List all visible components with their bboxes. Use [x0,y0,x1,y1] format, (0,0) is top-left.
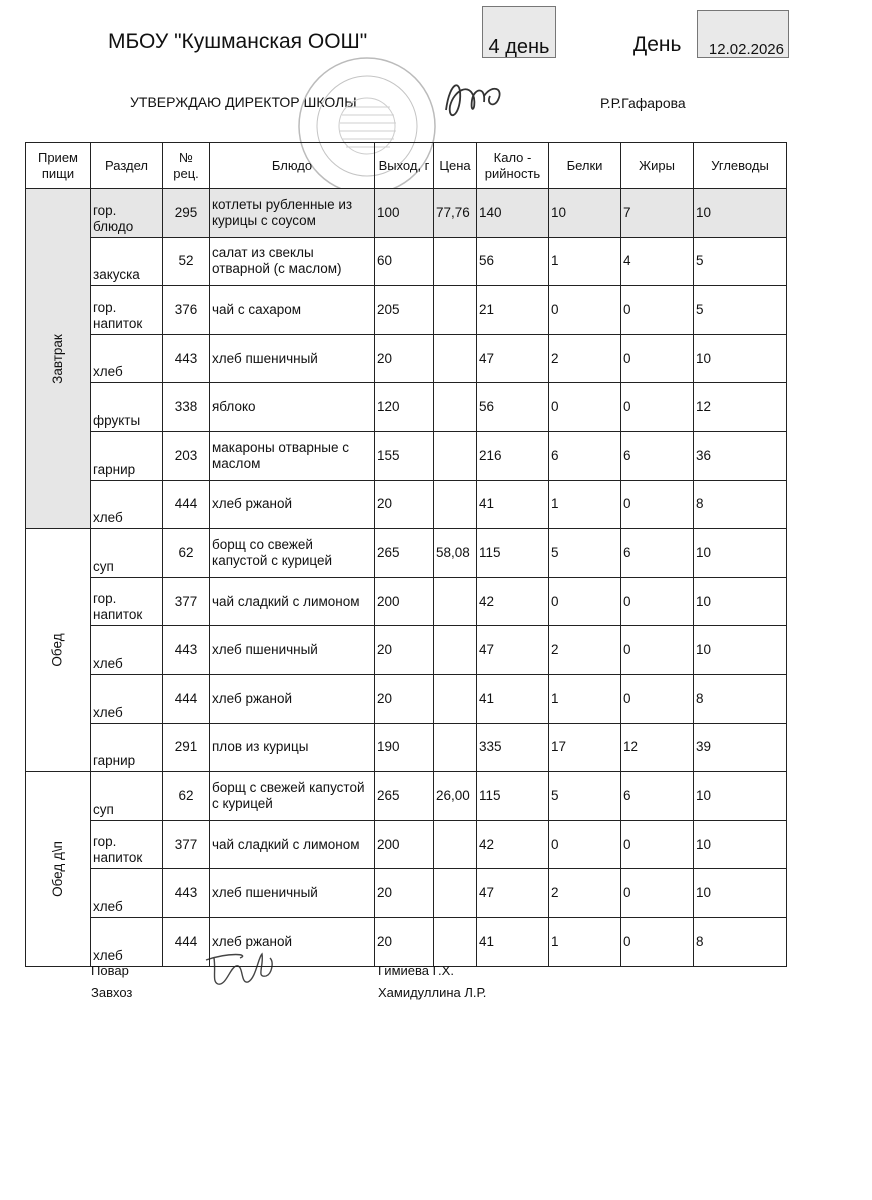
cell-kcal: 41 [477,480,549,529]
cell-protein: 0 [549,383,621,432]
col-price-header: Цена [434,143,477,189]
cell-section: хлеб [91,334,163,383]
cell-protein: 10 [549,189,621,238]
cell-dish: хлеб ржаной [210,917,375,966]
table-row [26,480,787,529]
cell-recipe: 62 [163,529,210,578]
cell-weight: 200 [375,577,434,626]
col-dish-header: Блюдо [210,143,375,189]
cell-recipe: 377 [163,820,210,869]
cell-kcal: 140 [477,189,549,238]
cell-section: хлеб [91,626,163,675]
cell-kcal: 42 [477,820,549,869]
cell-carbs: 8 [694,480,787,529]
cell-weight: 60 [375,237,434,286]
cell-kcal: 21 [477,286,549,335]
cell-price [434,723,477,772]
meal-name: Обед д\п [49,840,65,897]
cell-protein: 1 [549,674,621,723]
cell-price: 58,08 [434,529,477,578]
cell-dish: чай с сахаром [210,286,375,335]
date-box: 12.02.2026 [697,10,789,58]
cell-weight: 265 [375,529,434,578]
cell-fat: 0 [621,917,694,966]
meal-name-cell [26,772,91,966]
director-name: Р.Р.Гафарова [600,95,686,111]
cell-price [434,820,477,869]
cell-weight: 20 [375,869,434,918]
cell-kcal: 216 [477,431,549,480]
cell-carbs: 10 [694,577,787,626]
table-row [26,577,787,626]
cell-kcal: 115 [477,772,549,821]
cell-kcal: 41 [477,917,549,966]
cell-recipe: 291 [163,723,210,772]
cell-carbs: 10 [694,626,787,675]
col-fat-header: Жиры [621,143,694,189]
manager-name: Хамидуллина Л.Р. [378,985,487,1000]
cell-recipe: 377 [163,577,210,626]
cell-fat: 0 [621,869,694,918]
table-row [26,723,787,772]
cell-section: суп [91,772,163,821]
cell-dish: хлеб ржаной [210,480,375,529]
cell-fat: 7 [621,189,694,238]
cell-section: суп [91,529,163,578]
cell-carbs: 10 [694,820,787,869]
cell-section: гарнир [91,723,163,772]
cell-section: гор. блюдо [91,189,163,238]
meal-name-cell [26,189,91,529]
cell-carbs: 10 [694,334,787,383]
meal-name-cell [26,529,91,772]
cell-price [434,431,477,480]
cell-carbs: 5 [694,237,787,286]
cell-protein: 0 [549,577,621,626]
col-carbs-header: Углеводы [694,143,787,189]
cell-carbs: 10 [694,772,787,821]
cell-recipe: 443 [163,869,210,918]
cell-section: гор. напиток [91,577,163,626]
cell-carbs: 10 [694,189,787,238]
meal-name: Завтрак [50,333,65,384]
col-recipe-header: № рец. [163,143,210,189]
cell-price [434,383,477,432]
cell-section: хлеб [91,917,163,966]
cell-carbs: 5 [694,286,787,335]
cell-recipe: 444 [163,917,210,966]
col-kcal-header: Кало - рийность [477,143,549,189]
cell-weight: 20 [375,674,434,723]
cell-dish: хлеб пшеничный [210,869,375,918]
cell-recipe: 338 [163,383,210,432]
cell-recipe: 443 [163,626,210,675]
cell-section: хлеб [91,674,163,723]
cell-kcal: 115 [477,529,549,578]
cell-kcal: 56 [477,383,549,432]
cell-dish: борщ со свежей капустой с курицей [210,529,375,578]
cell-protein: 1 [549,480,621,529]
cell-price [434,917,477,966]
cell-weight: 20 [375,626,434,675]
cell-section: хлеб [91,480,163,529]
cell-section: закуска [91,237,163,286]
cell-protein: 1 [549,917,621,966]
cell-section: фрукты [91,383,163,432]
cell-fat: 0 [621,674,694,723]
cell-price [434,674,477,723]
cell-protein: 5 [549,529,621,578]
cell-dish: чай сладкий с лимоном [210,577,375,626]
cell-weight: 20 [375,480,434,529]
cell-protein: 2 [549,869,621,918]
cell-weight: 20 [375,917,434,966]
cell-price: 26,00 [434,772,477,821]
cell-carbs: 8 [694,917,787,966]
cell-price [434,626,477,675]
cell-dish: борщ с свежей капустой с курицей [210,772,375,821]
cell-protein: 0 [549,286,621,335]
table-row [26,820,787,869]
cell-price [434,480,477,529]
cell-dish: хлеб пшеничный [210,334,375,383]
approval-text: УТВЕРЖДАЮ ДИРЕКТОР ШКОЛЫ [130,94,357,110]
cell-weight: 20 [375,334,434,383]
cell-price: 77,76 [434,189,477,238]
day-label: День [633,33,682,56]
cell-carbs: 39 [694,723,787,772]
table-header-row [26,143,787,189]
table-row [26,869,787,918]
cell-fat: 6 [621,431,694,480]
cell-section: гарнир [91,431,163,480]
cell-fat: 0 [621,820,694,869]
table-row [26,431,787,480]
cell-kcal: 47 [477,626,549,675]
cell-carbs: 36 [694,431,787,480]
table-row [26,674,787,723]
col-protein-header: Белки [549,143,621,189]
cell-carbs: 12 [694,383,787,432]
cell-fat: 0 [621,577,694,626]
cell-fat: 0 [621,334,694,383]
menu-table [25,142,787,967]
table-row [26,529,787,578]
cell-protein: 0 [549,820,621,869]
cell-carbs: 8 [694,674,787,723]
cell-weight: 205 [375,286,434,335]
cell-section: гор. напиток [91,820,163,869]
cook-label: Повар [91,963,129,978]
cell-price [434,237,477,286]
cell-fat: 6 [621,529,694,578]
table-row [26,917,787,966]
table-row [26,626,787,675]
cell-protein: 2 [549,334,621,383]
cell-kcal: 41 [477,674,549,723]
cell-protein: 5 [549,772,621,821]
table-row [26,189,787,238]
col-weight-header: Выход, г [375,143,434,189]
cook-name: Гимиева Г.Х. [378,963,454,978]
cell-weight: 100 [375,189,434,238]
table-row [26,286,787,335]
cell-fat: 0 [621,286,694,335]
cell-kcal: 56 [477,237,549,286]
table-row [26,237,787,286]
cell-weight: 200 [375,820,434,869]
cell-kcal: 42 [477,577,549,626]
col-section-header: Раздел [91,143,163,189]
cell-kcal: 47 [477,869,549,918]
cell-dish: хлеб ржаной [210,674,375,723]
cell-fat: 6 [621,772,694,821]
cell-section: гор. напиток [91,286,163,335]
cell-carbs: 10 [694,529,787,578]
cell-recipe: 443 [163,334,210,383]
cell-dish: котлеты рубленные из курицы с соусом [210,189,375,238]
cell-price [434,577,477,626]
col-meal-header: Прием пищи [26,143,91,189]
cell-dish: хлеб пшеничный [210,626,375,675]
cell-fat: 0 [621,480,694,529]
director-signature-icon [440,70,510,126]
cell-dish: макароны отварные с маслом [210,431,375,480]
cell-fat: 4 [621,237,694,286]
cell-carbs: 10 [694,869,787,918]
table-row [26,772,787,821]
cell-recipe: 295 [163,189,210,238]
cell-dish: чай сладкий с лимоном [210,820,375,869]
school-title: МБОУ "Кушманская ООШ" [108,30,368,53]
cell-section: хлеб [91,869,163,918]
cell-protein: 6 [549,431,621,480]
cell-protein: 17 [549,723,621,772]
cell-dish: яблоко [210,383,375,432]
cell-weight: 265 [375,772,434,821]
cell-protein: 2 [549,626,621,675]
cell-price [434,869,477,918]
cell-recipe: 52 [163,237,210,286]
cell-weight: 190 [375,723,434,772]
cell-dish: салат из свеклы отварной (с маслом) [210,237,375,286]
cell-price [434,334,477,383]
meal-name: Обед [49,633,65,667]
cell-recipe: 444 [163,480,210,529]
manager-label: Завхоз [91,985,133,1000]
cell-weight: 120 [375,383,434,432]
cell-kcal: 335 [477,723,549,772]
cell-recipe: 62 [163,772,210,821]
cell-fat: 12 [621,723,694,772]
cell-price [434,286,477,335]
cell-fat: 0 [621,383,694,432]
day-number-box: 4 день [482,6,556,58]
cell-recipe: 203 [163,431,210,480]
cell-kcal: 47 [477,334,549,383]
cell-recipe: 376 [163,286,210,335]
cell-recipe: 444 [163,674,210,723]
cell-dish: плов из курицы [210,723,375,772]
table-row [26,334,787,383]
cell-weight: 155 [375,431,434,480]
table-row [26,383,787,432]
cell-fat: 0 [621,626,694,675]
cell-protein: 1 [549,237,621,286]
